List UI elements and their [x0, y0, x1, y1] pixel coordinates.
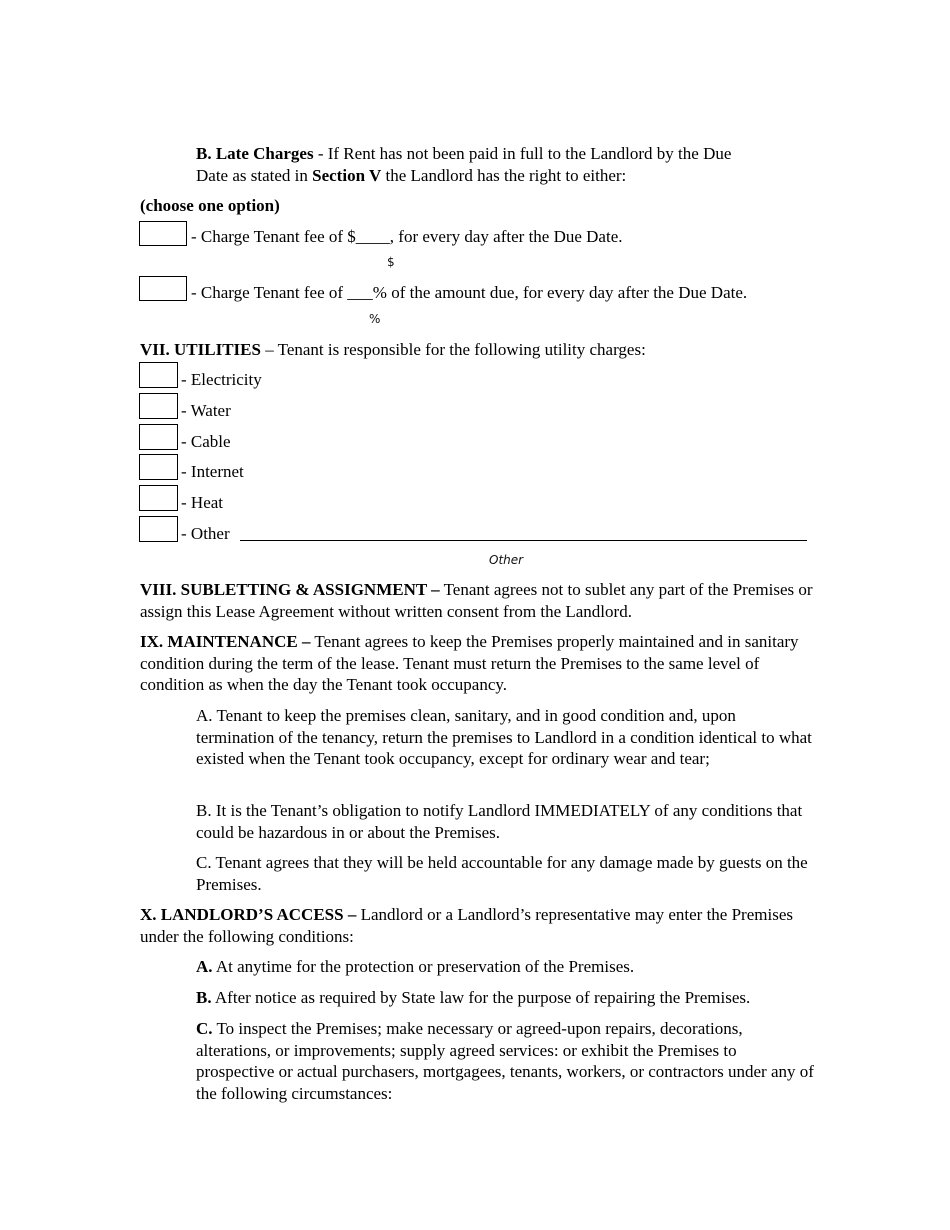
choose-one-option-label: (choose one option) — [140, 196, 280, 215]
late-charges-text-2b: the Landlord has the right to either: — [381, 165, 627, 185]
utilities-paragraph — [140, 339, 646, 361]
utility-water-label: - Water — [181, 401, 231, 420]
maintenance-item-a: A. Tenant to keep the premises clean, sanitary, and in good condition and, upon termination of the tenancy, return the premises to Landlord in a condition identical to what existed when the Tenant took occupancy, except for ordinary wear and tear; — [196, 706, 812, 768]
utility-electricity-label: - Electricity — [181, 370, 262, 389]
access-item-c-text: To inspect the Premises; make necessary or agreed-upon repairs, decorations, alterations, or improvements; supply agreed services: or exhibit the Premises to prospective or actual purchasers, mortgagees, tenants, workers, or contractors under any of the following circumstances: — [196, 1019, 814, 1103]
late-charges-paragraph — [196, 143, 816, 186]
subletting-paragraph — [140, 579, 820, 622]
other-field-caption: Other — [489, 553, 524, 567]
maintenance-item-c: C. Tenant agrees that they will be held accountable for any damage made by guests on the Premises. — [196, 853, 808, 894]
percent-field-caption: % — [369, 312, 381, 326]
late-charges-heading: B. Late Charges — [196, 144, 314, 163]
maintenance-text: Tenant agrees to keep the Premises properly maintained and in sanitary condition during the term of the lease. Tenant must return the Premises to the same level of condition as when the day the Tenant took occupancy. — [140, 632, 799, 694]
access-paragraph — [140, 904, 820, 947]
utility-other-input-line[interactable] — [240, 540, 807, 541]
utility-heat-checkbox[interactable] — [139, 485, 178, 511]
maintenance-heading: IX. MAINTENANCE – — [140, 632, 311, 651]
access-item-c-label: C. — [196, 1019, 213, 1038]
late-fee-percent-checkbox[interactable] — [139, 276, 187, 301]
section-reference: Section V — [312, 165, 382, 185]
utility-cable-checkbox[interactable] — [139, 424, 178, 450]
access-item-a-label: A. — [196, 957, 213, 976]
access-item-b-text: After notice as required by State law for the purpose of repairing the Premises. — [211, 988, 751, 1007]
maintenance-paragraph — [140, 631, 820, 696]
access-item-b — [196, 987, 826, 1009]
late-fee-dollar-checkbox[interactable] — [139, 221, 187, 246]
utility-other-checkbox[interactable] — [139, 516, 178, 542]
late-fee-percent-option: - Charge Tenant fee of ___% of the amount due, for every day after the Due Date. — [191, 283, 748, 302]
subletting-text: Tenant agrees not to sublet any part of the Premises or assign this Lease Agreement without written consent from the Landlord. — [140, 580, 813, 621]
maintenance-item-b: B. It is the Tenant’s obligation to notify Landlord IMMEDIATELY of any conditions that could be hazardous in or about the Premises. — [196, 801, 803, 842]
utility-heat-label: - Heat — [181, 493, 224, 512]
utilities-heading: VII. UTILITIES — [140, 340, 261, 359]
access-item-b-label: B. — [196, 988, 212, 1007]
access-item-a — [196, 956, 816, 978]
access-text: Landlord or a Landlord’s representative may enter the Premises under the following conditions: — [140, 905, 793, 946]
utilities-text: – Tenant is responsible for the following utility charges: — [260, 340, 646, 359]
dollar-field-caption: $ — [387, 255, 395, 269]
utility-water-checkbox[interactable] — [139, 393, 178, 419]
utility-other-label: - Other — [181, 524, 230, 543]
subletting-heading: VIII. SUBLETTING & ASSIGNMENT – — [140, 580, 440, 599]
late-charges-text-2a: Date as stated in — [196, 165, 313, 185]
access-item-a-text: At anytime for the protection or preservation of the Premises. — [212, 957, 635, 976]
utility-electricity-checkbox[interactable] — [139, 362, 178, 388]
utility-cable-label: - Cable — [181, 432, 231, 451]
access-item-c — [196, 1018, 816, 1104]
late-fee-dollar-option: - Charge Tenant fee of $____, for every day after the Due Date. — [191, 227, 623, 246]
utility-internet-checkbox[interactable] — [139, 454, 178, 480]
late-charges-text-1: - If Rent has not been paid in full to the Landlord by the Due — [313, 144, 732, 163]
utility-internet-label: - Internet — [181, 462, 244, 481]
access-heading: X. LANDLORD’S ACCESS – — [140, 905, 357, 924]
